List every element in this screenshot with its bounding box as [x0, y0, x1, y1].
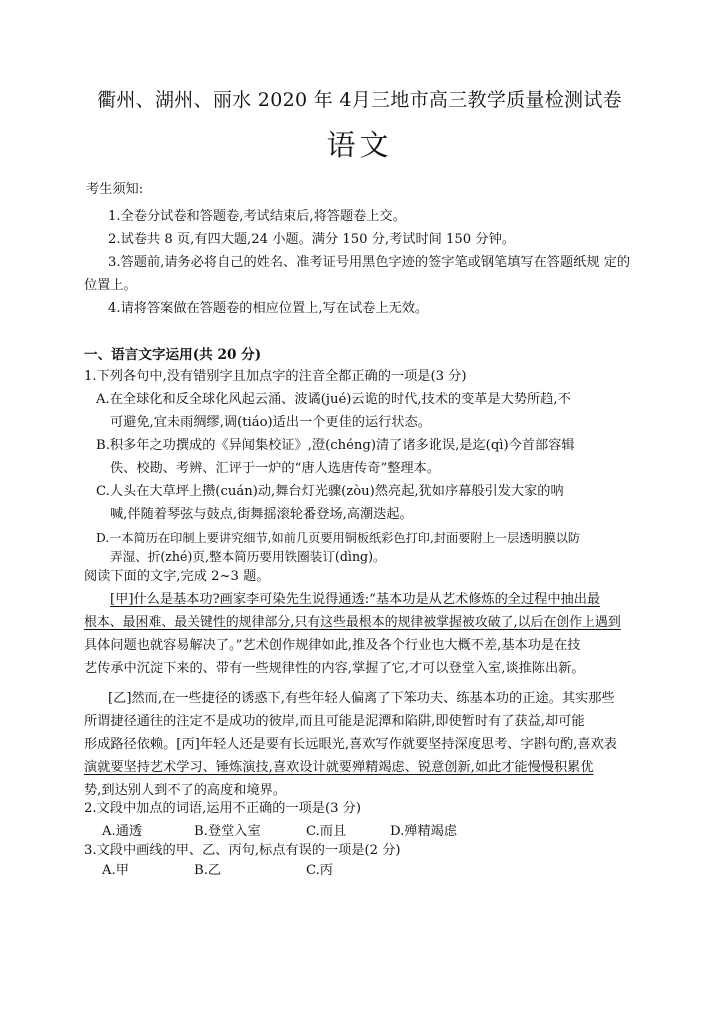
notice-item-3: 3.答题前,请务必将自己的姓名、准考证号用黑色字迹的签字笔或钢笔填写在答题纸规 定的: [108, 255, 631, 270]
notice-item-4: 4.请将答案做在答题卷的相应位置上,写在试卷上无效。: [108, 301, 429, 316]
section-heading: 一、语言文字运用(共 20 分): [84, 347, 262, 363]
passage-line-3: 具体问题也就容易解决了。”艺术创作规律如此,推及各个行业也大概不差,基本功是在技: [84, 638, 581, 653]
passage-line-2: 根本、最困难、最关键性的规律部分,只有这些最根本的规律被掌握被攻破了,以后在创作上遇到: [84, 615, 621, 630]
passage-line-8: 演就要坚持艺术学习、锤炼演技,喜欢设计就要殚精竭虑、锐意创新,如此才能慢慢积累优: [84, 760, 594, 775]
reading-intro: 阅读下面的文字,完成 2~3 题。: [84, 569, 270, 584]
exam-title: 衢州、湖州、丽水 2020 年 4月三地市高三教学质量检测试卷: [97, 89, 622, 111]
notice-item-3-cont: 位置上。: [84, 278, 137, 293]
passage-line-9: 势,到达别人到不了的高度和境界。: [84, 783, 287, 798]
q1-stem: 1.下列各句中,没有错别字且加点字的注音全都正确的一项是(3 分): [84, 369, 467, 384]
q2-option-c: C.而且: [306, 824, 347, 839]
q1-option-d-line2: 弄湿、折(zhé)页,整本简历要用铁圈装订(dìng)。: [110, 549, 386, 564]
q2-option-a: A.通透: [102, 824, 143, 839]
q1-option-c-line2: 喊,伴随着琴弦与鼓点,街舞摇滚轮番登场,高潮迭起。: [110, 507, 413, 522]
q1-option-b-line1: B.积多年之功撰成的《异闻集校证》,澄(chéng)清了诸多讹误,是迄(qì)今首部容辑: [96, 438, 575, 453]
passage-line-4: 艺传承中沉淀下来的、带有一些规律性的内容,掌握了它,才可以登堂入室,谈推陈出新。: [84, 661, 585, 676]
q3-option-c: C.丙: [306, 863, 333, 878]
q1-option-a-line1: A.在全球化和反全球化风起云涌、波谲(jué)云诡的时代,技术的变革是大势所趋,不: [96, 392, 571, 407]
q1-option-a-line2: 可避免,宜未雨绸缪,调(tiáo)适出一个更佳的运行状态。: [110, 415, 431, 430]
notice-heading: 考生须知:: [86, 182, 144, 197]
q1-option-d-line1: D.一本简历在印制上要讲究细节,如前几页要用铜板纸彩色打印,封面要附上一层透明膜以防: [96, 531, 581, 545]
q3-option-a: A.甲: [102, 863, 129, 878]
subject-title: 语文: [326, 128, 393, 162]
passage-line-5: [乙]然而,在一些捷径的诱惑下,有些年轻人偏离了下笨功夫、练基本功的正途。其实那些: [108, 691, 615, 706]
notice-item-1: 1.全卷分试卷和答题卷,考试结束后,将答题卷上交。: [108, 209, 406, 224]
passage-line-6: 所谓捷径通往的注定不是成功的彼岸,而且可能是泥潭和陷阱,即使暂时有了获益,却可能: [84, 714, 585, 729]
q3-option-b: B.乙: [194, 863, 222, 878]
q1-option-b-line2: 佚、校勘、考辨、汇评于一炉的“唐人选唐传奇”整理本。: [110, 461, 440, 476]
passage-line-1: [甲]什么是基本功?画家李可染先生说得通透:“基本功是从艺术修炼的全过程中抽出最: [110, 592, 601, 607]
q3-stem: 3.文段中画线的甲、乙、丙句,标点有误的一项是(2 分): [84, 843, 401, 858]
q1-option-c-line1: C.人头在大草坪上攒(cuán)动,舞台灯光骤(zòu)然亮起,犹如序幕般引发大家的呐: [96, 484, 564, 499]
notice-item-2: 2.试卷共 8 页,有四大题,24 小题。满分 150 分,考试时间 150 分钟。: [108, 232, 515, 247]
passage-line-7: 形成路径依赖。[丙]年轻人还是要有长远眼光,喜欢写作就要坚持深度思考、字斟句酌,喜欢表: [84, 737, 617, 752]
q2-option-b: B.登堂入室: [194, 824, 261, 839]
q2-stem: 2.文段中加点的词语,运用不正确的一项是(3 分): [84, 801, 362, 816]
q2-option-d: D.殚精竭虑: [390, 824, 458, 839]
